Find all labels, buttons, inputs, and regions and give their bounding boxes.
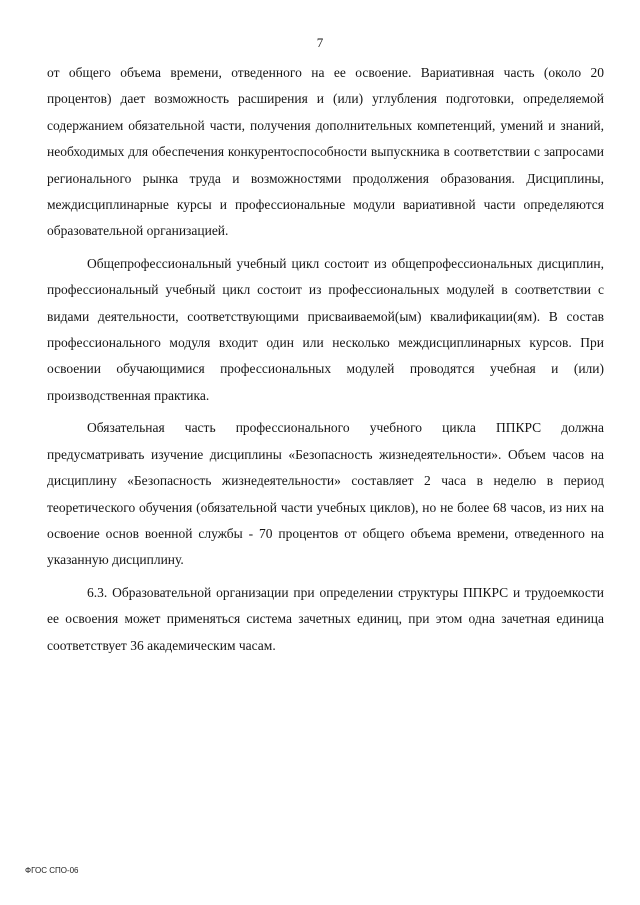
footer-doc-code: ФГОС СПО-06 — [25, 866, 79, 875]
document-body — [47, 60, 604, 665]
paragraph-section-6-3: 6.3. Образовательной организации при определении структуры ППКРС и трудоемкости ее освоения может применяться система зачетных единиц, при этом одна зачетная единица соответствует 36 академическим часам. — [47, 584, 604, 653]
paragraph-continuation: от общего объема времени, отведенного на ее освоение. Вариативная часть (около 20 процентов) дает возможность расширения и (или) углубления подготовки, определяемой содержанием обязательной части, получения дополнительных компетенций, умений и знаний, необходимых для обеспечения конкурентоспособности выпускника в соответствии с запросами регионального рынка труда и возможностями продолжения образования. Дисциплины, междисциплинарные курсы и профессиональные модули вариативной части определяются образовательной организацией. — [47, 65, 604, 239]
paragraph-general-professional-cycle: Общепрофессиональный учебный цикл состоит из общепрофессиональных дисциплин, профессиональный учебный цикл состоит из профессиональных модулей в соответствии с видами деятельности, соответствующими присваиваемой(ым) квалификации(ям). В состав профессионального модуля входит один или несколько междисциплинарных курсов. При освоении обучающимися профессиональных модулей проводятся учебная и (или) производственная практика. — [47, 255, 604, 403]
page-number: 7 — [316, 35, 324, 50]
paragraph-mandatory-part: Обязательная часть профессионального учебного цикла ППКРС должна предусматривать изучение дисциплины «Безопасность жизнедеятельности». Объем часов на дисциплину «Безопасность жизнедеятельности» составляет 2 часа в неделю в период теоретического обучения (обязательной части учебных циклов), но не более 68 часов, из них на освоение основ военной службы - 70 процентов от общего объема времени, отведенного на указанную дисциплину. — [47, 420, 604, 568]
